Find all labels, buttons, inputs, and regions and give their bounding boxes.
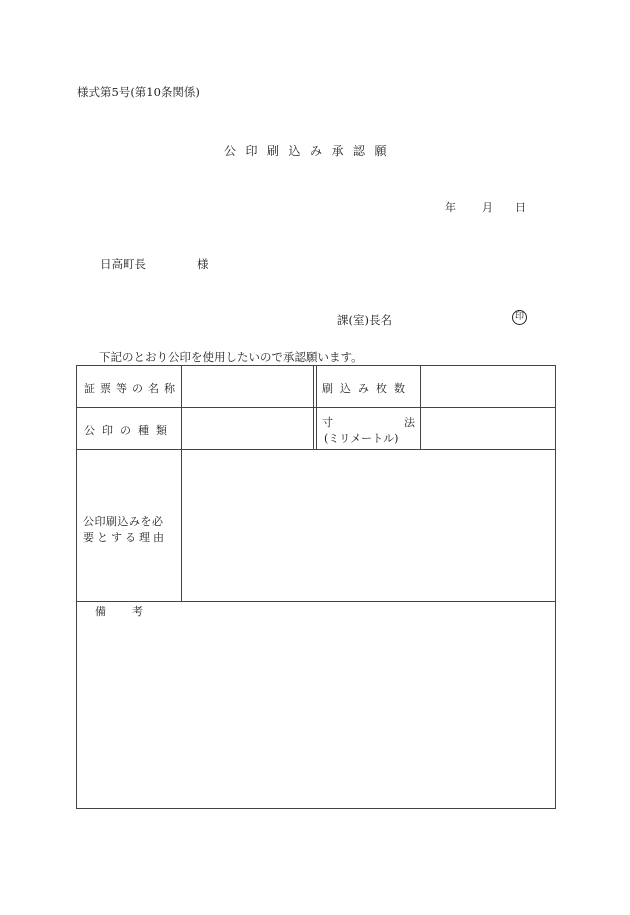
seal-icon: 印 (512, 310, 527, 325)
column-divider (313, 366, 314, 449)
remarks-field[interactable] (95, 622, 535, 797)
column-divider (316, 366, 317, 449)
label-certificate-name: 証票等の名称 (84, 382, 180, 395)
label-remarks-2: 考 (132, 605, 143, 618)
column-divider (420, 366, 421, 449)
label-remarks-1: 備 (95, 605, 106, 618)
label-reason-line1: 公印刷込みを必 (83, 515, 164, 528)
intro-text: 下記のとおり公印を使用したいので承認願います。 (99, 350, 363, 364)
row-divider (77, 601, 555, 602)
addressee-name: 日高町長 (100, 257, 146, 271)
label-size-2: 法 (404, 416, 415, 429)
reason-field[interactable] (187, 458, 547, 593)
applicant-label: 課(室)長名 (337, 313, 392, 327)
form-number: 様式第5号(第10条関係) (77, 85, 200, 99)
document-title: 公印刷込み承認願 (224, 144, 397, 158)
label-size: 寸 (322, 416, 333, 429)
label-print-count: 刷込み枚数 (322, 382, 412, 395)
label-seal-type: 公印の種類 (84, 424, 174, 437)
label-size-unit: (ミリメートル) (324, 432, 399, 445)
date-day-label: 日 (515, 201, 526, 214)
label-reason-line2: 要とする理由 (83, 531, 167, 544)
addressee-honorific: 様 (197, 257, 209, 271)
row-divider (77, 449, 555, 450)
column-divider (181, 366, 182, 601)
date-month-label: 月 (482, 201, 493, 214)
application-table (76, 365, 556, 809)
date-year-label: 年 (445, 201, 456, 214)
